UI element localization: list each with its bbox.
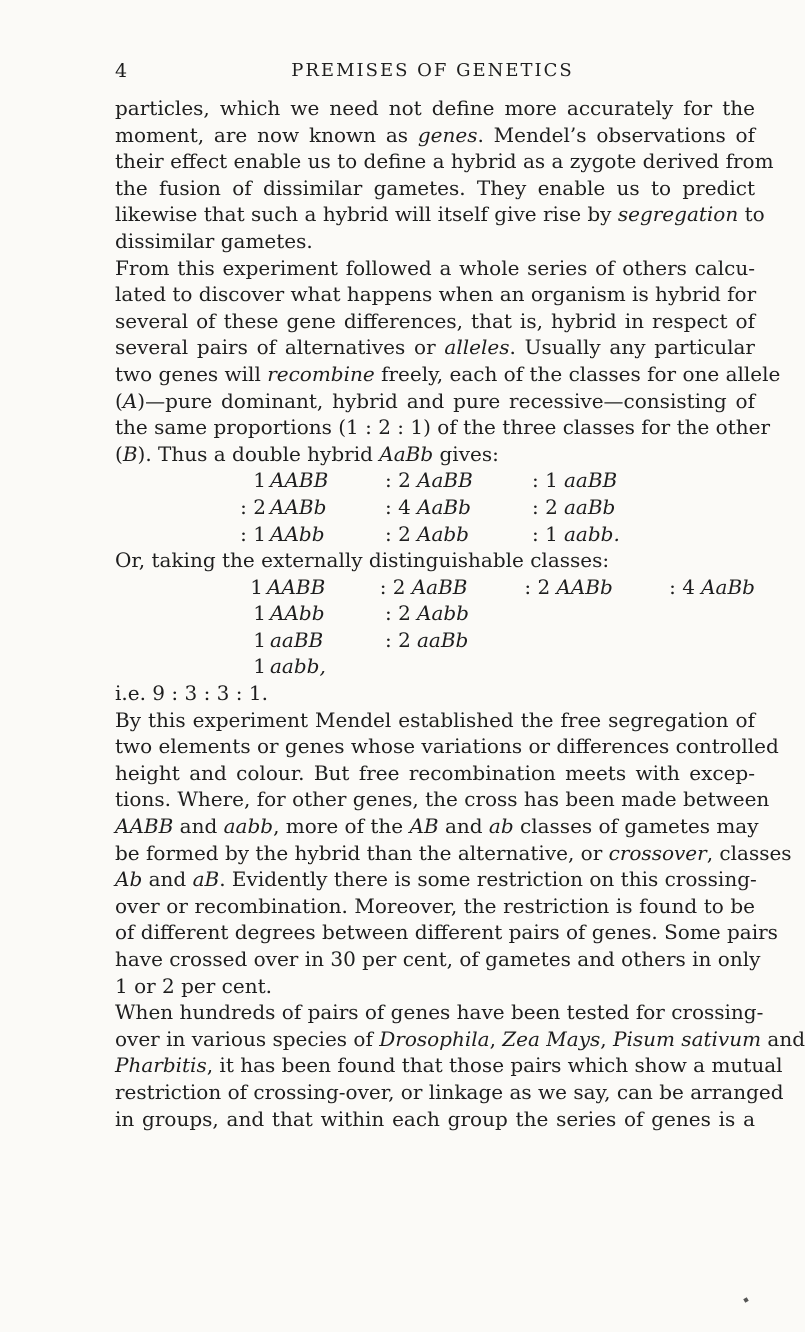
text-line: dissimilar gametes. bbox=[115, 228, 313, 253]
page-header bbox=[115, 60, 750, 90]
term-crossover: crossover bbox=[608, 840, 707, 865]
running-head: PREMISES OF GENETICS bbox=[291, 60, 574, 81]
text-line: two elements or genes whose variations or differences controlled bbox=[115, 734, 779, 759]
table-row: 1 AABB : 2 AaBB : 1 aaBB bbox=[253, 468, 618, 493]
ink-mark bbox=[743, 1297, 748, 1302]
ratio-line: i.e. 9 : 3 : 3 : 1. bbox=[115, 681, 268, 706]
text-line: over or recombination. Moreover, the restriction is found to be bbox=[115, 893, 755, 918]
table-row: 1 aabb, bbox=[253, 654, 326, 679]
text-line: 1 or 2 per cent. bbox=[115, 973, 272, 998]
text-line: particles, which we need not define more accurately for the bbox=[115, 96, 755, 120]
text-line: lated to discover what happens when an organism is hybrid for bbox=[115, 282, 757, 307]
term-recombine: recombine bbox=[267, 361, 375, 386]
table-row: 1 aaBB : 2 aaBb bbox=[253, 627, 469, 652]
text-line: the same proportions (1 : 2 : 1) of the three classes for the other bbox=[115, 415, 771, 440]
table-row: 1 AAbb : 2 Aabb bbox=[253, 601, 469, 626]
text-line: restriction of crossing-over, or linkage as we say, can be arranged bbox=[115, 1079, 784, 1104]
paragraph-2 bbox=[115, 255, 781, 468]
table-row: : 1 AAbb : 2 Aabb : 1 aabb. bbox=[240, 521, 620, 546]
paragraph-1 bbox=[115, 95, 774, 255]
text-line: height and colour. But free recombination meets with excep- bbox=[115, 760, 755, 785]
text-line: of different degrees between different pairs of genes. Some pairs bbox=[115, 920, 778, 945]
paragraph-4 bbox=[115, 999, 805, 1132]
text-line: their effect enable us to define a hybrid as a zygote derived from bbox=[115, 149, 774, 174]
paragraph-3 bbox=[115, 707, 792, 1000]
text-line: AABB and aabb, more of the AB and ab classes of gametes may bbox=[115, 814, 759, 839]
page-number: 4 bbox=[115, 60, 128, 82]
text-line: several of these gene differences, that is, hybrid in respect of bbox=[115, 308, 755, 333]
phenotype-table bbox=[115, 574, 755, 680]
text-line: likewise that such a hybrid will itself give rise by segregation to bbox=[115, 202, 765, 227]
term-genes: genes bbox=[417, 122, 478, 147]
term-alleles: alleles bbox=[444, 335, 510, 360]
table-row: 1 AABB : 2 AaBB : 2 AABb : 4 AaBb bbox=[250, 574, 755, 599]
text-line: From this experiment followed a whole series of others calcu- bbox=[115, 255, 755, 280]
text-line: moment, are now known as genes. Mendel’s observations of bbox=[115, 122, 755, 147]
text-line: By this experiment Mendel established the free segregation of bbox=[115, 707, 755, 732]
text-line: tions. Where, for other genes, the cross has been made between bbox=[115, 787, 770, 812]
body-text bbox=[115, 95, 805, 1132]
or-line: Or, taking the externally distinguishable classes: bbox=[115, 548, 610, 573]
text-line: (A)—pure dominant, hybrid and pure recessive—consisting of bbox=[115, 388, 755, 413]
text-line: several pairs of alternatives or alleles. Usually any particular bbox=[115, 335, 755, 360]
text-line: in groups, and that within each group the series of genes is a bbox=[115, 1106, 755, 1131]
genotype-table bbox=[115, 467, 755, 547]
table-row: : 2 AABb : 4 AaBb : 2 aaBb bbox=[240, 494, 616, 519]
text-line: have crossed over in 30 per cent, of gametes and others in only bbox=[115, 947, 761, 971]
text-line: When hundreds of pairs of genes have been tested for crossing- bbox=[115, 1000, 764, 1025]
text-line: Ab and aB. Evidently there is some restriction on this crossing- bbox=[115, 867, 757, 892]
text-line: over in various species of Drosophila, Zea Mays, Pisum sativum and bbox=[115, 1026, 805, 1051]
text-line: two genes will recombine freely, each of the classes for one allele bbox=[115, 361, 781, 386]
text-line: be formed by the hybrid than the alternative, or crossover, classes bbox=[115, 840, 792, 865]
term-segregation: segregation bbox=[617, 202, 739, 227]
text-line: the fusion of dissimilar gametes. They enable us to predict bbox=[115, 175, 755, 200]
text-line: (B). Thus a double hybrid AaBb gives: bbox=[115, 441, 499, 466]
text-line: Pharbitis, it has been found that those pairs which show a mutual bbox=[115, 1053, 783, 1078]
